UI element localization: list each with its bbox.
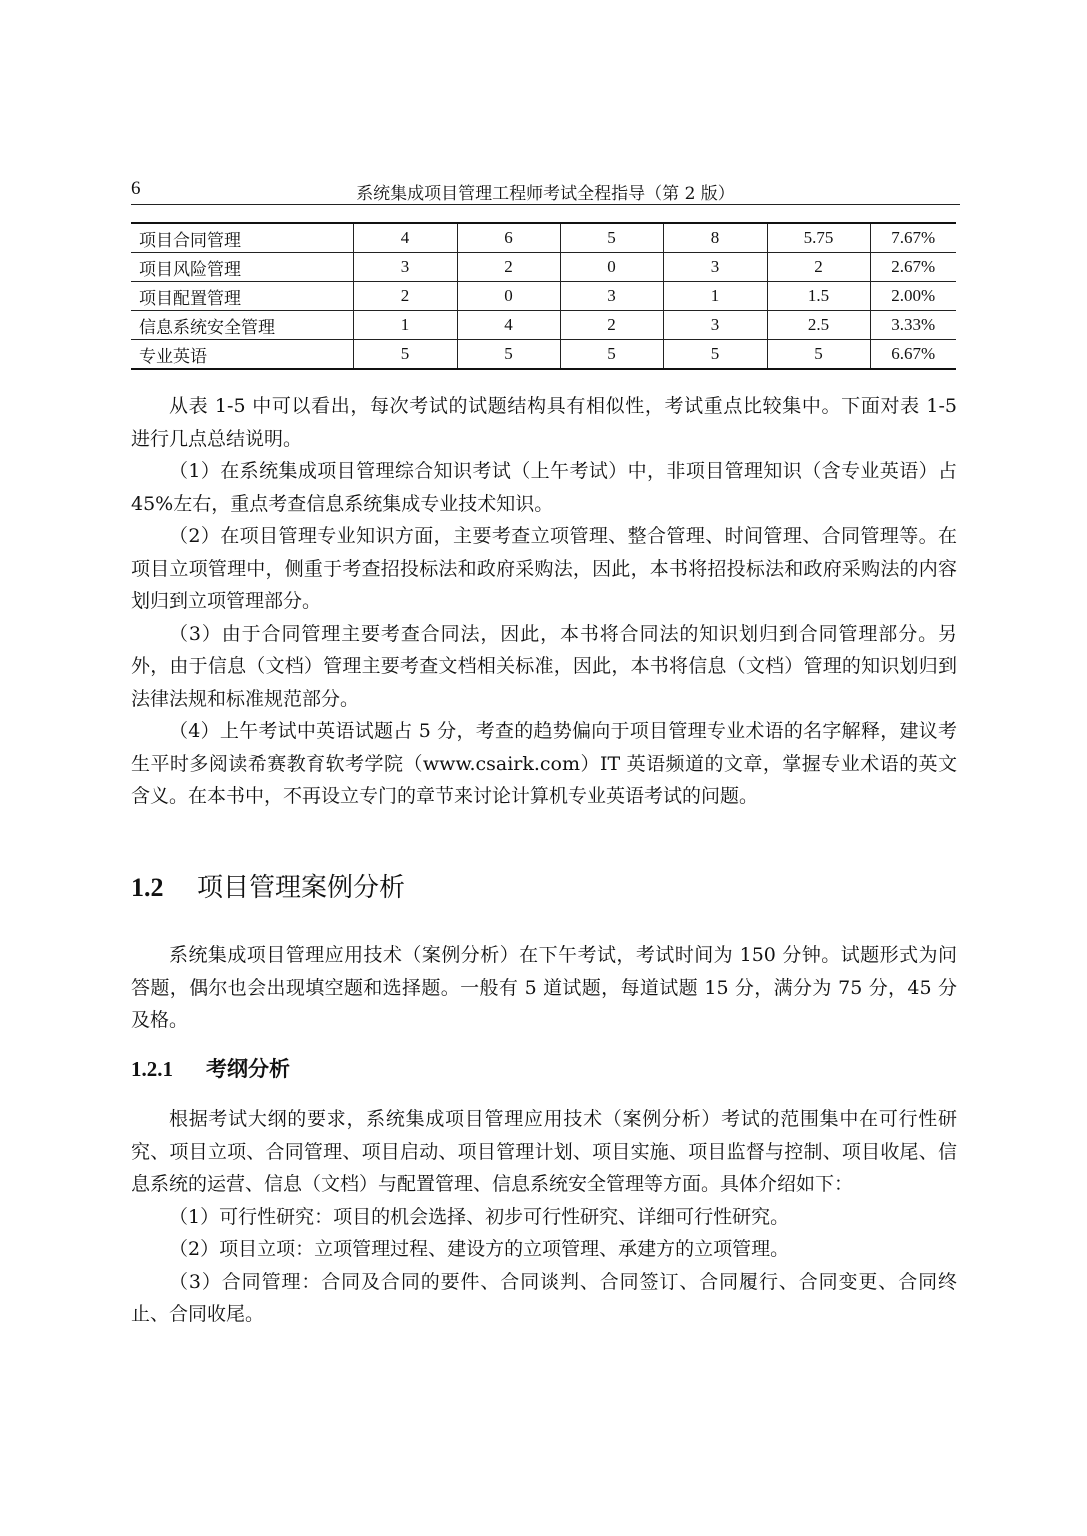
paragraph: （3）由于合同管理主要考查合同法，因此，本书将合同法的知识划归到合同管理部分。另外，由于信息（文档）管理主要考查文档相关标准，因此，本书将信息（文档）管理的知识划归到法律法规和标准规范部分。: [131, 622, 957, 710]
table-row-label: 专业英语: [131, 340, 353, 370]
table-cell: 5.75: [767, 223, 870, 253]
table-cell: 5: [560, 340, 663, 370]
table-row: [131, 311, 956, 340]
paragraph: （2）在项目管理专业知识方面，主要考查立项管理、整合管理、时间管理、合同管理等。在项目立项管理中，侧重于考查招投标法和政府采购法，因此，本书将招投标法和政府采购法的内容划归到立项管理部分。: [131, 525, 957, 612]
page-header: [131, 178, 960, 205]
table-cell: 5: [767, 340, 870, 370]
table-cell: 4: [457, 311, 560, 340]
table-cell: 3: [353, 253, 457, 282]
paragraph: 根据考试大纲的要求，系统集成项目管理应用技术（案例分析）考试的范围集中在可行性研究、项目立项、合同管理、项目启动、项目管理计划、项目实施、项目监督与控制、项目收尾、信息系统的运营、信息（文档）与配置管理、信息系统安全管理等方面。具体介绍如下：: [131, 1108, 957, 1195]
table-row: [131, 223, 956, 253]
table-cell: 5: [457, 340, 560, 370]
syllabus-section: [131, 1103, 957, 1331]
table-cell: 1: [353, 311, 457, 340]
score-table: [131, 222, 956, 370]
paragraph: 系统集成项目管理应用技术（案例分析）在下午考试，考试时间为 150 分钟。试题形式为问答题，偶尔也会出现填空题和选择题。一般有 5 道试题，每道试题 15 分，满分为 75 分，45 分及格。: [131, 944, 957, 1031]
table-cell: 5: [353, 340, 457, 370]
paragraph: （4）上午考试中英语试题占 5 分，考查的趋势偏向于项目管理专业术语的名字解释，建议考生平时多阅读希赛教育软考学院（www.csairk.com）IT 英语频道的文章，掌握专业术语的英文含义。在本书中，不再设立专门的章节来讨论计算机专业英语考试的问题。: [131, 720, 957, 807]
section-title: 项目管理案例分析: [197, 873, 406, 903]
table-cell: 5: [663, 340, 767, 370]
table-row-label: 信息系统安全管理: [131, 311, 353, 340]
case-analysis-intro: [131, 939, 957, 1037]
table-row-label: 项目风险管理: [131, 253, 353, 282]
paragraph: 从表 1-5 中可以看出，每次考试的试题结构具有相似性，考试重点比较集中。下面对表 1-5 进行几点总结说明。: [131, 395, 957, 450]
table-cell: 2.5: [767, 311, 870, 340]
table-cell: 8: [663, 223, 767, 253]
table-cell: 1: [663, 282, 767, 311]
table-cell: 2: [353, 282, 457, 311]
section-heading: [131, 868, 405, 908]
table-cell: 2: [560, 311, 663, 340]
table-cell: 4: [353, 223, 457, 253]
table-cell: 0: [560, 253, 663, 282]
paragraph: （1）可行性研究：项目的机会选择、初步可行性研究、详细可行性研究。: [169, 1205, 790, 1228]
table-cell: 2.67%: [870, 253, 956, 282]
paragraph: （1）在系统集成项目管理综合知识考试（上午考试）中，非项目管理知识（含专业英语）占 45%左右，重点考查信息系统集成专业技术知识。: [131, 460, 957, 515]
table-row-label: 项目合同管理: [131, 223, 353, 253]
subsection-number: 1.2.1: [131, 1057, 173, 1081]
table-cell: 2.00%: [870, 282, 956, 311]
table-cell: 6.67%: [870, 340, 956, 370]
table-cell: 3: [663, 253, 767, 282]
table-cell: 6: [457, 223, 560, 253]
table-row: [131, 253, 956, 282]
running-title: 系统集成项目管理工程师考试全程指导（第 2 版）: [356, 184, 735, 204]
table-cell: 2: [767, 253, 870, 282]
table-cell: 3.33%: [870, 311, 956, 340]
subsection-title: 考纲分析: [206, 1057, 290, 1081]
table-row: [131, 282, 956, 311]
section-number: 1.2: [131, 873, 164, 902]
table-cell: 7.67%: [870, 223, 956, 253]
table-cell: 5: [560, 223, 663, 253]
table-row-label: 项目配置管理: [131, 282, 353, 311]
table-cell: 3: [560, 282, 663, 311]
subsection-heading: [131, 1052, 290, 1086]
table-cell: 2: [457, 253, 560, 282]
table-cell: 0: [457, 282, 560, 311]
summary-section: [131, 390, 957, 813]
table-cell: 3: [663, 311, 767, 340]
table-row: [131, 340, 956, 370]
paragraph: （2）项目立项：立项管理过程、建设方的立项管理、承建方的立项管理。: [169, 1238, 790, 1260]
table-cell: 1.5: [767, 282, 870, 311]
page-number: 6: [131, 178, 141, 199]
paragraph: （3）合同管理：合同及合同的要件、合同谈判、合同签订、合同履行、合同变更、合同终止、合同收尾。: [131, 1270, 957, 1325]
